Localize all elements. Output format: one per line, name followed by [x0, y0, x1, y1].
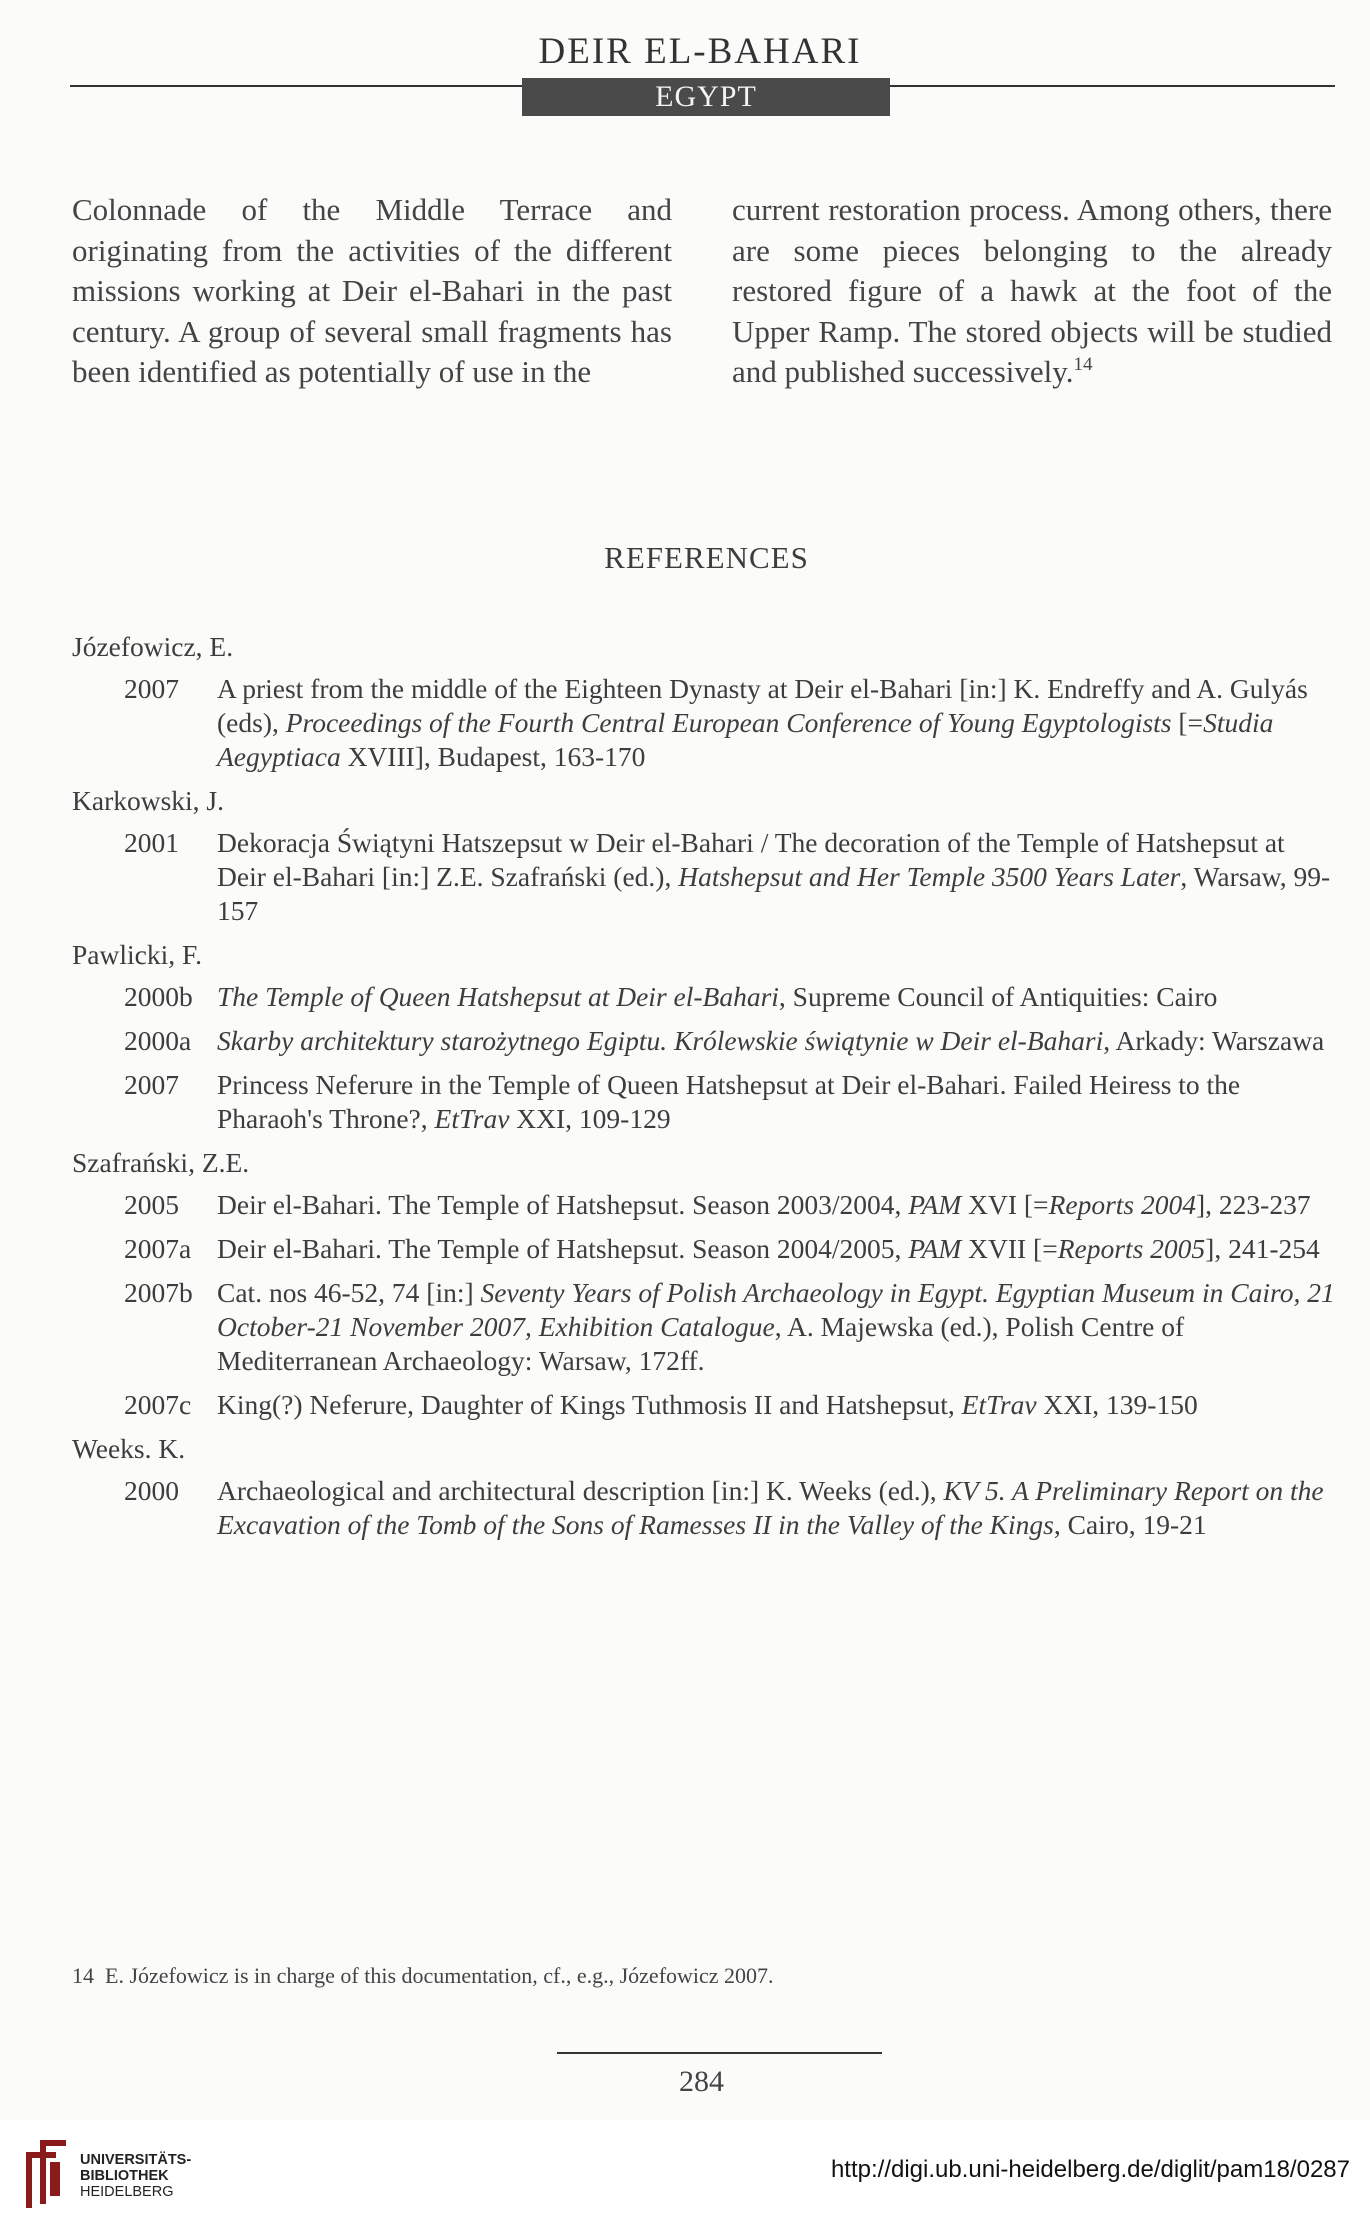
- library-footer: [0, 2120, 1370, 2227]
- library-logo-icon: [20, 2132, 70, 2212]
- reference-citation: [217, 1068, 1337, 1136]
- body-column-left: Colonnade of the Middle Terrace and originating from the activities of the different missions working at Deir el-Bahari in the past century. A group of several small fragments has been identified as potentially of use in the: [72, 192, 672, 389]
- citation-text: XVII [=: [961, 1233, 1058, 1264]
- reference-entry: [72, 1232, 1337, 1266]
- reference-author: Weeks. K.: [72, 1433, 186, 1464]
- reference-year: 2007c: [124, 1389, 192, 1420]
- library-name-line1: UNIVERSITÄTS-: [80, 2152, 192, 2168]
- footnote-text: E. Józefowicz is in charge of this documentation, cf., e.g., Józefowicz 2007.: [105, 1963, 774, 1988]
- citation-text: Cat. nos 46-52, 74 [in:]: [217, 1277, 481, 1308]
- references-list: [72, 630, 1337, 1552]
- reference-entry: [72, 826, 1337, 928]
- reference-entry: [72, 980, 1337, 1014]
- reference-citation: [217, 1232, 1337, 1266]
- library-name-line2: BIBLIOTHEK: [80, 2168, 169, 2184]
- citation-text: Deir el-Bahari. The Temple of Hatshepsut. Season 2004/2005,: [217, 1233, 909, 1264]
- footnote: [72, 1963, 774, 1989]
- citation-text: , Warsaw, 99-157: [217, 861, 1331, 926]
- citation-text: , Cairo, 19-21: [1053, 1509, 1207, 1540]
- citation-italic-text: The Temple of Queen Hatshepsut at Deir el-Bahari: [217, 981, 779, 1012]
- reference-entry: [72, 1388, 1337, 1422]
- reference-year: 2007a: [124, 1233, 192, 1264]
- reference-citation: [217, 672, 1337, 774]
- citation-text: A priest from the middle of the Eighteen Dynasty at Deir el-Bahari [in:] K. Endreffy and A. Gulyás (eds),: [217, 673, 1308, 738]
- citation-italic-text: EtTrav: [961, 1389, 1037, 1420]
- section-label: EGYPT: [522, 78, 890, 116]
- reference-citation: [217, 1474, 1337, 1542]
- reference-year: 2007b: [124, 1277, 193, 1308]
- citation-italic-text: Studia Aegyptiaca: [217, 707, 1274, 772]
- body-column-right-text: current restoration process. Among others, there are some pieces belonging to the already restored figure of a hawk at the foot of the Upper Ramp. The stored objects will be studied and published successively.: [732, 192, 1332, 389]
- citation-text: , Arkady: Warszawa: [1103, 1025, 1325, 1056]
- citation-text: XVI [=: [961, 1189, 1049, 1220]
- reference-author: Józefowicz, E.: [72, 631, 234, 662]
- reference-citation: [217, 980, 1337, 1014]
- citation-text: ], 223-237: [1196, 1189, 1311, 1220]
- citation-text: King(?) Neferure, Daughter of Kings Tuthmosis II and Hatshepsut,: [217, 1389, 962, 1420]
- reference-citation: [217, 1276, 1337, 1378]
- reference-year: 2005: [124, 1189, 179, 1220]
- footer-rule: [557, 2052, 882, 2054]
- citation-text: , Supreme Council of Antiquities: Cairo: [778, 981, 1218, 1012]
- reference-entry: [72, 1276, 1337, 1378]
- citation-italic-text: Proceedings of the Fourth Central European Conference of Young Egyptologists: [285, 707, 1172, 738]
- citation-italic-text: Skarby architektury starożytnego Egiptu. Królewskie świątynie w Deir el-Bahari: [217, 1025, 1104, 1056]
- references-heading: REFERENCES: [604, 540, 809, 575]
- source-url-link[interactable]: http://digi.ub.uni-heidelberg.de/diglit/pam18/0287: [830, 2156, 1350, 2183]
- reference-year: 2007: [124, 673, 179, 704]
- citation-text: XXI, 109-129: [509, 1103, 671, 1134]
- citation-italic-text: Reports 2005: [1057, 1233, 1206, 1264]
- reference-year: 2001: [124, 827, 179, 858]
- reference-author: Karkowski, J.: [72, 785, 225, 816]
- reference-entry: [72, 1474, 1337, 1542]
- reference-year: 2000: [124, 1475, 179, 1506]
- reference-entry: [72, 1024, 1337, 1058]
- reference-year: 2000a: [124, 1025, 192, 1056]
- citation-italic-text: KV 5. A Preliminary Report on the Excavation of the Tomb of the Sons of Ramesses II in the Valley of the Kings: [217, 1475, 1324, 1540]
- citation-italic-text: Reports 2004: [1048, 1189, 1196, 1220]
- citation-text: Deir el-Bahari. The Temple of Hatshepsut. Season 2003/2004,: [217, 1189, 909, 1220]
- footnote-marker[interactable]: 14: [1073, 354, 1093, 375]
- citation-text: Dekoracja Świątyni Hatszepsut w Deir el-Bahari / The decoration of the Temple of Hatshepsut at Deir el-Bahari [in:] Z.E. Szafrański (ed.),: [217, 827, 1285, 892]
- citation-italic-text: Hatshepsut and Her Temple 3500 Years Later: [678, 861, 1181, 892]
- footnote-number: 14: [72, 1963, 94, 1988]
- citation-italic-text: Seventy Years of Polish Archaeology in Egypt. Egyptian Museum in Cairo, 21 October-21 November 2007, Exhibition Catalogue: [217, 1277, 1335, 1342]
- library-name-line3: HEIDELBERG: [80, 2184, 174, 2200]
- reference-author: Pawlicki, F.: [72, 939, 202, 970]
- citation-text: XXI, 139-150: [1036, 1389, 1198, 1420]
- citation-italic-text: PAM: [908, 1189, 962, 1220]
- reference-entry: [72, 1068, 1337, 1136]
- body-column-right: [732, 190, 1332, 393]
- reference-citation: [217, 1188, 1337, 1222]
- citation-italic-text: EtTrav: [434, 1103, 510, 1134]
- reference-author: Szafrański, Z.E.: [72, 1147, 250, 1178]
- citation-italic-text: PAM: [908, 1233, 962, 1264]
- citation-text: , A. Majewska (ed.), Polish Centre of Mediterranean Archaeology: Warsaw, 172ff.: [217, 1311, 1185, 1376]
- reference-entry: [72, 672, 1337, 774]
- reference-citation: [217, 1388, 1337, 1422]
- reference-citation: [217, 1024, 1337, 1058]
- reference-entry: [72, 1188, 1337, 1222]
- citation-text: [=: [1171, 707, 1204, 738]
- library-name: [80, 2152, 191, 2200]
- reference-citation: [217, 826, 1337, 928]
- reference-year: 2007: [124, 1069, 179, 1100]
- running-title: DEIR EL-BAHARI: [538, 31, 862, 72]
- citation-text: ], 241-254: [1205, 1233, 1320, 1264]
- page-number: 284: [679, 2065, 724, 2098]
- citation-text: Princess Neferure in the Temple of Queen Hatshepsut at Deir el-Bahari. Failed Heiress to the Pharaoh's Throne?,: [217, 1069, 1241, 1134]
- citation-text: XVIII], Budapest, 163-170: [340, 741, 646, 772]
- citation-text: Archaeological and architectural description [in:] K. Weeks (ed.),: [217, 1475, 944, 1506]
- reference-year: 2000b: [124, 981, 193, 1012]
